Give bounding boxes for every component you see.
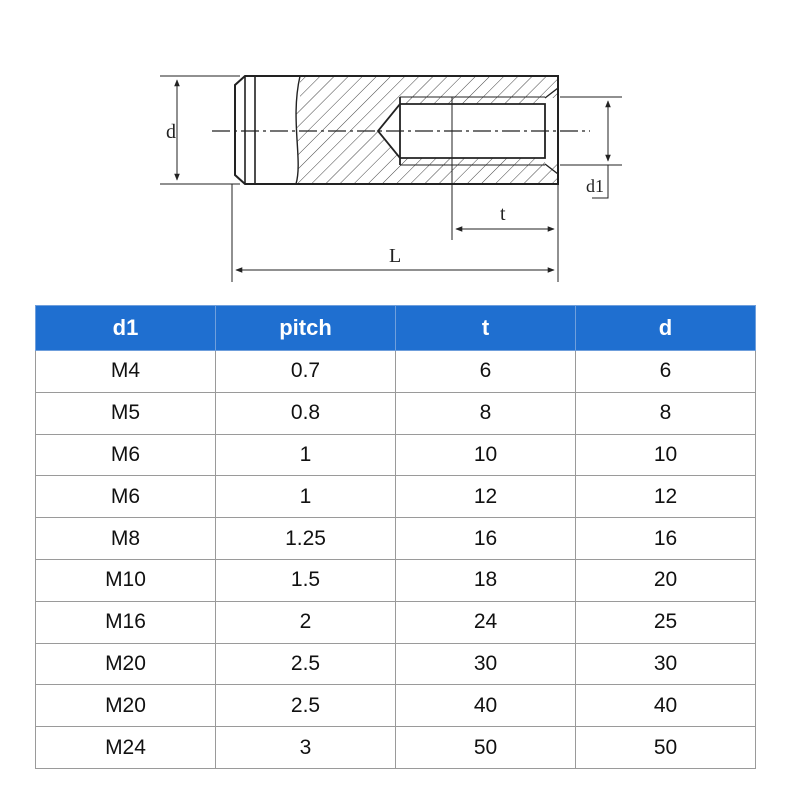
cell-d: 40	[576, 685, 756, 727]
cell-pitch: 2.5	[216, 643, 396, 685]
cell-t: 24	[396, 601, 576, 643]
cell-pitch: 2	[216, 601, 396, 643]
table-header-row	[36, 306, 756, 351]
cell-d1: M20	[36, 685, 216, 727]
cell-d1: M6	[36, 434, 216, 476]
cell-d1: M8	[36, 518, 216, 560]
cell-d: 16	[576, 518, 756, 560]
cell-t: 8	[396, 392, 576, 434]
cell-d1: M10	[36, 559, 216, 601]
cell-d1: M5	[36, 392, 216, 434]
cell-pitch: 1.5	[216, 559, 396, 601]
cell-d: 12	[576, 476, 756, 518]
technical-drawing	[0, 0, 800, 300]
cell-d1: M20	[36, 643, 216, 685]
cell-t: 16	[396, 518, 576, 560]
cell-d1: M24	[36, 727, 216, 769]
table-row	[36, 518, 756, 560]
cell-t: 40	[396, 685, 576, 727]
table-row	[36, 434, 756, 476]
cell-d1: M4	[36, 351, 216, 393]
cell-pitch: 1.25	[216, 518, 396, 560]
table-row	[36, 392, 756, 434]
cell-pitch: 0.7	[216, 351, 396, 393]
cell-d: 20	[576, 559, 756, 601]
spec-table	[35, 305, 756, 769]
header-d: d	[576, 306, 756, 351]
d-label: d	[166, 121, 176, 143]
cell-t: 50	[396, 727, 576, 769]
cell-t: 12	[396, 476, 576, 518]
table-row	[36, 601, 756, 643]
cell-d: 10	[576, 434, 756, 476]
cell-pitch: 3	[216, 727, 396, 769]
cell-d: 30	[576, 643, 756, 685]
header-d1: d1	[36, 306, 216, 351]
cell-pitch: 0.8	[216, 392, 396, 434]
cell-t: 30	[396, 643, 576, 685]
cell-d: 50	[576, 727, 756, 769]
d1-label: d1	[586, 176, 604, 196]
L-label: L	[389, 245, 402, 267]
table-row	[36, 685, 756, 727]
cell-pitch: 2.5	[216, 685, 396, 727]
table-row	[36, 559, 756, 601]
table-row	[36, 727, 756, 769]
cell-pitch: 1	[216, 476, 396, 518]
table-row	[36, 643, 756, 685]
cell-d: 6	[576, 351, 756, 393]
cell-d1: M16	[36, 601, 216, 643]
header-pitch: pitch	[216, 306, 396, 351]
header-t: t	[396, 306, 576, 351]
table-row	[36, 351, 756, 393]
table-row	[36, 476, 756, 518]
t-label: t	[500, 203, 506, 225]
cell-pitch: 1	[216, 434, 396, 476]
cell-t: 18	[396, 559, 576, 601]
cell-d: 8	[576, 392, 756, 434]
cell-t: 6	[396, 351, 576, 393]
cell-t: 10	[396, 434, 576, 476]
cell-d1: M6	[36, 476, 216, 518]
cell-d: 25	[576, 601, 756, 643]
